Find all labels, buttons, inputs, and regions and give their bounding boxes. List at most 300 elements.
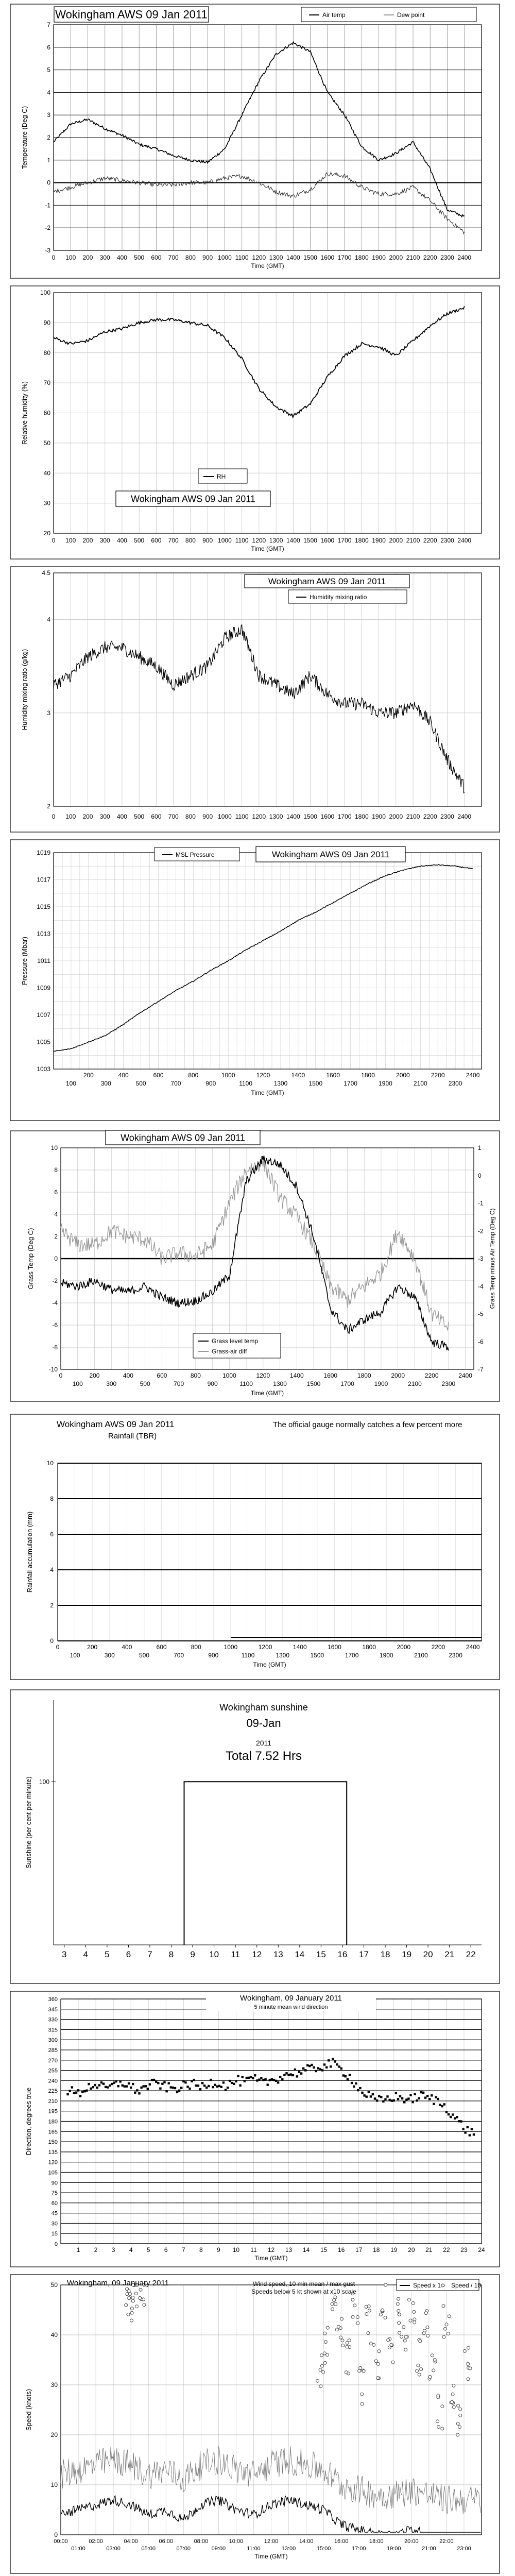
x-tick-label: 1700 — [344, 1080, 357, 1087]
x-tick-label: 1400 — [293, 1643, 307, 1651]
direction-point — [201, 2082, 203, 2084]
y-tick-label: -8 — [52, 1344, 58, 1351]
direction-point — [357, 2089, 359, 2091]
direction-point — [409, 2094, 411, 2096]
y-tick-label: 0 — [54, 1255, 58, 1262]
direction-point — [395, 2092, 397, 2094]
speed-point — [125, 2303, 128, 2307]
y-tick-label: -2 — [52, 1277, 58, 1284]
x-tick-label: 8 — [168, 1950, 174, 1959]
x-tick-label: 8 — [199, 2246, 203, 2253]
x-tick-label: 23 — [460, 2246, 468, 2253]
direction-point — [401, 2097, 403, 2099]
x-tick-label: 700 — [170, 1080, 181, 1087]
x-tick-label: 2100 — [406, 537, 420, 544]
x-tick-label: 1000 — [221, 1072, 235, 1079]
x-tick-label: 1100 — [241, 1652, 255, 1659]
direction-point — [437, 2098, 439, 2100]
legend-label-grass-temp: Grass level temp — [212, 1337, 259, 1345]
y-tick-label: 195 — [48, 2108, 58, 2115]
x-tick-label: 21:00 — [422, 2546, 436, 2552]
panel-frame — [10, 1414, 500, 1680]
speed-point — [319, 2385, 322, 2388]
x-tick-label: 1300 — [273, 1080, 288, 1087]
x-tick-label: 100 — [70, 1652, 80, 1659]
direction-point — [289, 2073, 291, 2075]
x-tick-label: 2400 — [466, 1072, 480, 1079]
x-tick-label: 600 — [156, 1643, 167, 1651]
direction-point — [203, 2084, 205, 2087]
y-tick-label: 4.5 — [42, 569, 50, 577]
direction-point — [188, 2088, 191, 2090]
y-tick-label: -10 — [48, 1366, 58, 1373]
y-tick-label: 50 — [43, 439, 50, 447]
direction-point — [197, 2084, 199, 2087]
speed-point — [381, 2309, 384, 2312]
direction-point — [465, 2131, 467, 2133]
direction-point — [462, 2128, 464, 2130]
direction-point — [242, 2076, 244, 2078]
x-tick-label: 7 — [147, 1950, 152, 1959]
speed-point — [451, 2400, 454, 2403]
direction-point — [325, 2066, 328, 2069]
x-tick-label: 500 — [134, 813, 145, 820]
x-tick-label: 12 — [252, 1950, 262, 1959]
x-tick-label: 100 — [65, 254, 76, 261]
direction-point — [88, 2083, 90, 2085]
speed-point — [346, 2345, 349, 2348]
speed-point — [127, 2313, 130, 2316]
x-tick-label: 2100 — [413, 1080, 427, 1087]
chart-subtitle: Wind speed, 10 min mean / max gust — [252, 2280, 355, 2287]
x-tick-label: 09:00 — [211, 2546, 226, 2552]
direction-point — [382, 2100, 384, 2103]
y-tick-label: 0 — [54, 2531, 58, 2538]
x-axis-label: Time (GMT) — [251, 1089, 284, 1096]
speed-point — [379, 2313, 382, 2316]
x-tick-label: 1400 — [289, 1372, 304, 1379]
direction-point — [370, 2095, 372, 2097]
y-tick-label: 330 — [48, 2016, 58, 2023]
x-tick-label: 2400 — [457, 537, 472, 544]
x-tick-label: 05:00 — [141, 2546, 156, 2552]
x-tick-label: 500 — [134, 254, 145, 261]
direction-point — [237, 2075, 239, 2077]
speed-point — [127, 2290, 130, 2293]
x-tick-label: 20 — [423, 1950, 433, 1959]
x-tick-label: 100 — [72, 1380, 83, 1387]
speed-point — [409, 2319, 412, 2322]
direction-point — [212, 2086, 214, 2088]
y-tick-label: 30 — [50, 2381, 58, 2388]
x-tick-label: 7 — [181, 2246, 185, 2253]
direction-point — [85, 2090, 88, 2092]
direction-point — [267, 2083, 269, 2086]
panel-frame — [10, 1690, 500, 1984]
speed-point — [463, 2349, 466, 2352]
direction-point — [157, 2082, 159, 2084]
x-tick-label: 400 — [116, 813, 127, 820]
chart-title: Wokingham sunshine — [219, 1702, 308, 1713]
x-tick-label: 16 — [337, 2246, 345, 2253]
direction-point — [172, 2087, 174, 2089]
speed-point — [467, 2378, 470, 2381]
x-tick-label: 10:00 — [229, 2538, 244, 2545]
direction-point — [374, 2097, 376, 2099]
y-tick-label: 1005 — [37, 1038, 50, 1046]
x-tick-label: 400 — [118, 1072, 129, 1079]
x-tick-label: 2200 — [424, 1372, 439, 1379]
direction-point — [100, 2081, 102, 2083]
direction-point — [92, 2086, 94, 2088]
x-tick-label: 2200 — [423, 254, 437, 261]
y-tick-label: 45 — [51, 2210, 58, 2217]
x-tick-label: 400 — [116, 254, 127, 261]
direction-point — [441, 2105, 443, 2107]
speed-point — [360, 2393, 364, 2396]
direction-point — [193, 2079, 195, 2081]
x-tick-label: 3 — [111, 2246, 115, 2253]
x-tick-label: 200 — [82, 254, 93, 261]
direction-point — [388, 2099, 390, 2101]
direction-point — [225, 2089, 227, 2091]
speed-point — [331, 2308, 334, 2311]
x-tick-label: 1600 — [320, 254, 335, 261]
x-tick-label: 20 — [408, 2246, 415, 2253]
direction-point — [269, 2079, 271, 2081]
direction-point — [250, 2076, 252, 2078]
x-tick-label: 07:00 — [176, 2546, 191, 2552]
direction-point — [355, 2082, 357, 2084]
x-tick-label: 100 — [65, 537, 76, 544]
x-tick-label: 1900 — [372, 813, 386, 820]
speed-point — [142, 2298, 145, 2301]
speed-point — [134, 2292, 138, 2295]
x-tick-label: 1800 — [354, 537, 369, 544]
speed-point — [376, 2362, 380, 2365]
x-tick-label: 11:00 — [247, 2546, 261, 2552]
x-axis-label: Time (GMT) — [251, 262, 284, 269]
y-tick-label: 240 — [48, 2078, 58, 2084]
x-tick-label: 14 — [302, 2246, 310, 2253]
y-tick-label: -3 — [45, 247, 50, 254]
x-tick-label: 19:00 — [387, 2546, 401, 2552]
y-tick-label: 3 — [47, 111, 50, 119]
y-tick-label: 4 — [47, 89, 50, 96]
x-tick-label: 900 — [202, 537, 213, 544]
y-tick-label: 6 — [54, 1189, 58, 1196]
x-tick-label: 1800 — [362, 1643, 376, 1651]
direction-point — [136, 2089, 138, 2091]
direction-point — [308, 2065, 311, 2067]
x-tick-label: 700 — [168, 813, 179, 820]
x-tick-label: 1000 — [224, 1643, 238, 1651]
chart-title: Wokingham AWS 09 Jan 2011 — [57, 1419, 175, 1429]
x-tick-label: 2300 — [440, 813, 454, 820]
direction-point — [109, 2084, 111, 2087]
legend-label-rh: RH — [217, 473, 226, 480]
direction-point — [292, 2074, 294, 2076]
direction-point — [71, 2086, 73, 2088]
x-tick-label: 1900 — [372, 537, 386, 544]
direction-point — [94, 2084, 96, 2086]
direction-point — [338, 2065, 340, 2067]
x-tick-label: 900 — [202, 254, 213, 261]
speed-point — [398, 2313, 401, 2316]
y-axis-label: Sunshine (per cent per minute) — [25, 1776, 32, 1869]
y2-tick-label: 1 — [478, 1144, 482, 1151]
x-tick-label: 400 — [123, 1372, 133, 1379]
x-tick-label: 6 — [126, 1950, 131, 1959]
x-tick-label: 300 — [106, 1380, 117, 1387]
y-tick-label: 360 — [48, 1996, 58, 2003]
direction-point — [403, 2101, 405, 2103]
chart-title: Wokingham AWS 09 Jan 2011 — [271, 849, 390, 859]
speed-point — [457, 2404, 460, 2407]
speed-point — [431, 2354, 434, 2357]
speed-point — [374, 2360, 377, 2363]
x-tick-label: 2000 — [389, 813, 403, 820]
x-tick-label: 200 — [83, 1072, 94, 1079]
x-tick-label: 500 — [140, 1380, 150, 1387]
speed-point — [372, 2343, 375, 2346]
direction-point — [328, 2059, 330, 2061]
speed-point — [128, 2297, 131, 2300]
y-tick-label: 100 — [39, 1778, 49, 1786]
x-tick-label: 1800 — [357, 1372, 371, 1379]
y-tick-label: 1009 — [37, 984, 50, 992]
direction-point — [302, 2067, 304, 2070]
x-tick-label: 1900 — [372, 254, 386, 261]
direction-point — [351, 2082, 353, 2084]
y-tick-label: -4 — [52, 1299, 58, 1307]
legend-label-mixing-ratio: Humidity mixing ratio — [310, 594, 367, 601]
x-tick-label: 1300 — [269, 537, 283, 544]
direction-point — [349, 2074, 351, 2076]
direction-point — [467, 2126, 469, 2128]
direction-point — [159, 2088, 161, 2090]
direction-point — [174, 2087, 176, 2089]
x-tick-label: 1100 — [235, 254, 249, 261]
x-tick-label: 1500 — [306, 1380, 321, 1387]
direction-point — [145, 2085, 147, 2087]
x-tick-label: 1100 — [235, 537, 249, 544]
y-tick-label: 50 — [50, 2281, 58, 2289]
direction-point — [336, 2063, 338, 2065]
y2-tick-label: -4 — [478, 1282, 484, 1290]
y-tick-label: 20 — [43, 530, 50, 537]
x-tick-label: 600 — [151, 254, 162, 261]
x-tick-label: 900 — [208, 1652, 219, 1659]
x-tick-label: 1500 — [310, 1652, 324, 1659]
speed-point — [398, 2331, 401, 2334]
direction-point — [73, 2092, 75, 2094]
speed-point — [362, 2369, 365, 2372]
speed-point — [445, 2323, 448, 2326]
y-tick-label: 1007 — [37, 1011, 50, 1019]
x-tick-label: 500 — [134, 537, 145, 544]
y-tick-label: 1 — [47, 156, 50, 164]
speed-point — [433, 2358, 436, 2361]
x-tick-label: 2400 — [457, 254, 472, 261]
speed-point — [320, 2354, 323, 2357]
x-tick-label: 500 — [135, 1080, 146, 1087]
direction-point — [186, 2086, 188, 2088]
y-tick-label: -1 — [45, 201, 50, 209]
x-tick-label: 9 — [217, 2246, 220, 2253]
direction-point — [81, 2091, 83, 2093]
speed-point — [426, 2326, 429, 2329]
x-tick-label: 200 — [87, 1643, 98, 1651]
speed-point — [143, 2303, 146, 2307]
speed-point — [416, 2369, 419, 2372]
direction-point — [418, 2097, 420, 2099]
chart-title: Wokingham AWS 09 Jan 2011 — [121, 1132, 245, 1143]
x-tick-label: 300 — [100, 1080, 111, 1087]
direction-point — [304, 2069, 306, 2071]
direction-point — [229, 2080, 231, 2082]
x-tick-label: 1200 — [256, 1372, 270, 1379]
direction-point — [393, 2099, 395, 2102]
x-tick-label: 1800 — [354, 813, 369, 820]
speed-point — [131, 2296, 134, 2299]
chart-subtitle: 09-Jan — [246, 1717, 281, 1730]
y-tick-label: 270 — [48, 2057, 58, 2064]
x-tick-label: 100 — [65, 813, 76, 820]
x-tick-label: 300 — [99, 254, 110, 261]
speed-point — [322, 2370, 325, 2374]
speed-point — [397, 2310, 400, 2313]
direction-point — [334, 2060, 336, 2062]
direction-point — [254, 2074, 256, 2076]
x-tick-label: 800 — [185, 813, 196, 820]
x-tick-label: 200 — [89, 1372, 100, 1379]
y-axis-label: Rainfall accumulation (mm) — [26, 1511, 33, 1593]
speed-point — [130, 2319, 133, 2322]
y-tick-label: 225 — [48, 2088, 58, 2095]
direction-point — [372, 2093, 374, 2095]
x-tick-label: 15 — [320, 2246, 328, 2253]
direction-point — [233, 2083, 235, 2085]
direction-point — [460, 2120, 462, 2122]
speed-point — [402, 2326, 405, 2329]
sunshine-total: Total 7.52 Hrs — [225, 1749, 302, 1763]
speed-point — [448, 2315, 451, 2318]
y-tick-label: 90 — [51, 2180, 58, 2187]
direction-point — [275, 2080, 277, 2082]
speed-point — [441, 2405, 444, 2408]
y-axis-label: Relative humidity (%) — [21, 381, 28, 445]
speed-point — [398, 2321, 401, 2325]
x-tick-label: 200 — [82, 813, 93, 820]
x-tick-label: 2200 — [431, 1072, 445, 1079]
x-tick-label: 1600 — [320, 537, 335, 544]
x-tick-label: 500 — [139, 1652, 149, 1659]
direction-point — [147, 2088, 149, 2090]
y-tick-label: 1003 — [37, 1065, 50, 1073]
y-tick-label: 2 — [54, 1233, 58, 1240]
direction-point — [111, 2083, 113, 2085]
direction-point — [359, 2087, 361, 2089]
x-tick-label: 18:00 — [369, 2538, 384, 2545]
x-tick-label: 2200 — [431, 1643, 445, 1651]
speed-point — [452, 2384, 455, 2387]
legend-marker — [441, 2284, 444, 2287]
speed-point — [130, 2307, 133, 2310]
direction-point — [340, 2067, 342, 2070]
x-axis-label: Time (GMT) — [253, 1661, 286, 1668]
x-tick-label: 800 — [191, 1643, 201, 1651]
x-tick-label: 22:00 — [439, 2538, 454, 2545]
direction-point — [287, 2074, 289, 2076]
x-tick-label: 800 — [185, 254, 196, 261]
direction-point — [424, 2097, 426, 2099]
speed-point — [384, 2283, 387, 2286]
speed-point — [396, 2302, 399, 2306]
x-tick-label: 2100 — [414, 1652, 428, 1659]
x-tick-label: 15 — [316, 1950, 326, 1959]
direction-point — [119, 2080, 122, 2082]
direction-point — [420, 2091, 422, 2093]
y2-tick-label: -2 — [478, 1227, 484, 1235]
x-tick-label: 5 — [146, 2246, 150, 2253]
direction-point — [235, 2080, 237, 2082]
x-tick-label: 0 — [52, 254, 56, 261]
direction-point — [168, 2082, 170, 2084]
speed-point — [419, 2340, 422, 2343]
direction-point — [83, 2090, 85, 2092]
direction-point — [407, 2097, 409, 2099]
x-tick-label: 900 — [202, 813, 213, 820]
direction-point — [317, 2067, 319, 2069]
direction-point — [281, 2078, 283, 2080]
x-tick-label: 2300 — [440, 254, 454, 261]
y-tick-label: 10 — [50, 2481, 58, 2488]
chart-title: Wokingham AWS 09 Jan 2011 — [55, 8, 208, 21]
direction-point — [69, 2090, 71, 2092]
direction-point — [378, 2095, 380, 2097]
x-tick-label: 2000 — [389, 537, 403, 544]
speed-point — [321, 2364, 324, 2367]
y-tick-label: 6 — [50, 1531, 54, 1538]
y-axis-label: Temperature (Deg C) — [21, 106, 28, 170]
direction-point — [231, 2082, 233, 2084]
speed-point — [345, 2371, 348, 2374]
x-tick-label: 800 — [190, 1372, 201, 1379]
direction-point — [435, 2096, 437, 2098]
speed-point — [436, 2420, 439, 2423]
y-tick-label: 3 — [47, 709, 50, 717]
direction-point — [180, 2087, 182, 2089]
speed-point — [413, 2310, 416, 2313]
speed-point — [442, 2304, 445, 2308]
panel-frame — [10, 1991, 500, 2267]
x-tick-label: 1900 — [379, 1652, 393, 1659]
direction-point — [77, 2089, 79, 2091]
direction-point — [313, 2066, 315, 2069]
chart-subtitle: Rainfall (TBR) — [108, 1432, 157, 1440]
direction-point — [391, 2099, 393, 2102]
direction-point — [445, 2111, 448, 2113]
y2-tick-label: -1 — [478, 1199, 484, 1207]
speed-point — [387, 2338, 390, 2342]
direction-point — [195, 2084, 197, 2087]
x-tick-label: 19 — [402, 1950, 412, 1959]
x-tick-label: 1900 — [379, 1080, 392, 1087]
x-tick-label: 900 — [207, 1380, 218, 1387]
x-tick-label: 1200 — [252, 537, 266, 544]
x-tick-label: 700 — [174, 1652, 184, 1659]
